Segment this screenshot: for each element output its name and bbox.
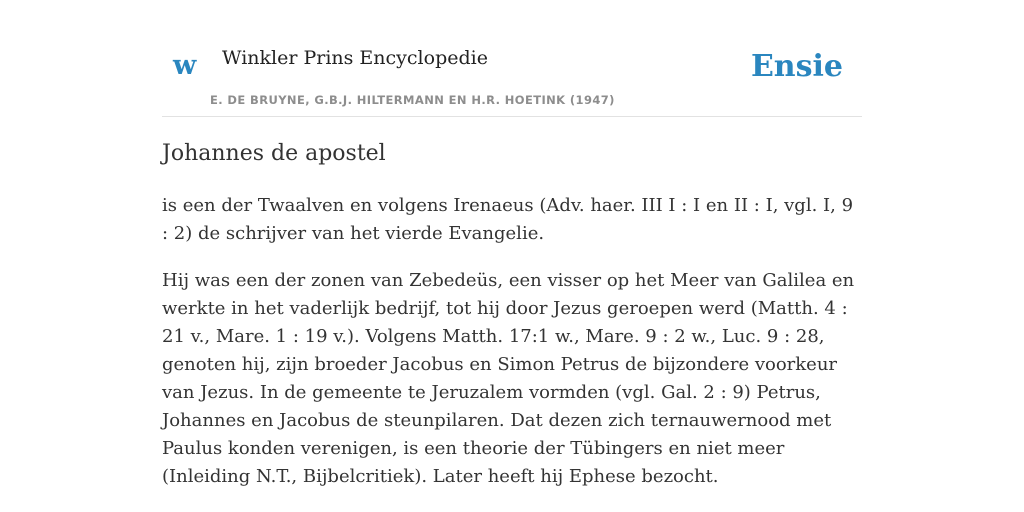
publication-title[interactable]: Winkler Prins Encyclopedie	[222, 47, 488, 69]
publication-authors: E. DE BRUYNE, G.B.J. HILTERMANN EN H.R. HOETINK (1947)	[210, 93, 615, 107]
article-paragraph: Hij was een der zonen van Zebedeüs, een visser op het Meer van Galilea en werkte in het vaderlijk bedrijf, tot hij door Jezus geroepen werd (Matth. 4 : 21 v., Mare. 1 : 19 v.). Volgens Matth. 17:1 w., Mare. 9 : 2 w., Luc. 9 : 28, genoten hij, zijn broeder Jacobus en Simon Petrus de bijzondere voorkeur van Jezus. In de gemeente te Jeruzalem vormden (vgl. Gal. 2 : 9) Petrus, Johannes en Jacobus de steunpilaren. Dat dezen zich ternauwernood met Paulus konden verenigen, is een theorie der Tübingers en niet meer (Inleiding N.T., Bijbelcritiek). Later heeft hij Ephese bezocht.	[162, 270, 855, 487]
article-paragraph: is een der Twaalven en volgens Irenaeus (Adv. haer. III I : I en II : I, vgl. I, 9 : 2) de schrijver van het vierde Evangelie.	[162, 195, 854, 244]
ensie-logo-link[interactable]: Ensie	[750, 49, 843, 84]
article-title: Johannes de apostel	[162, 141, 386, 166]
header	[162, 0, 862, 117]
article-body	[162, 192, 862, 510]
publication-logo-icon[interactable]: w	[173, 50, 197, 81]
page	[162, 0, 862, 512]
